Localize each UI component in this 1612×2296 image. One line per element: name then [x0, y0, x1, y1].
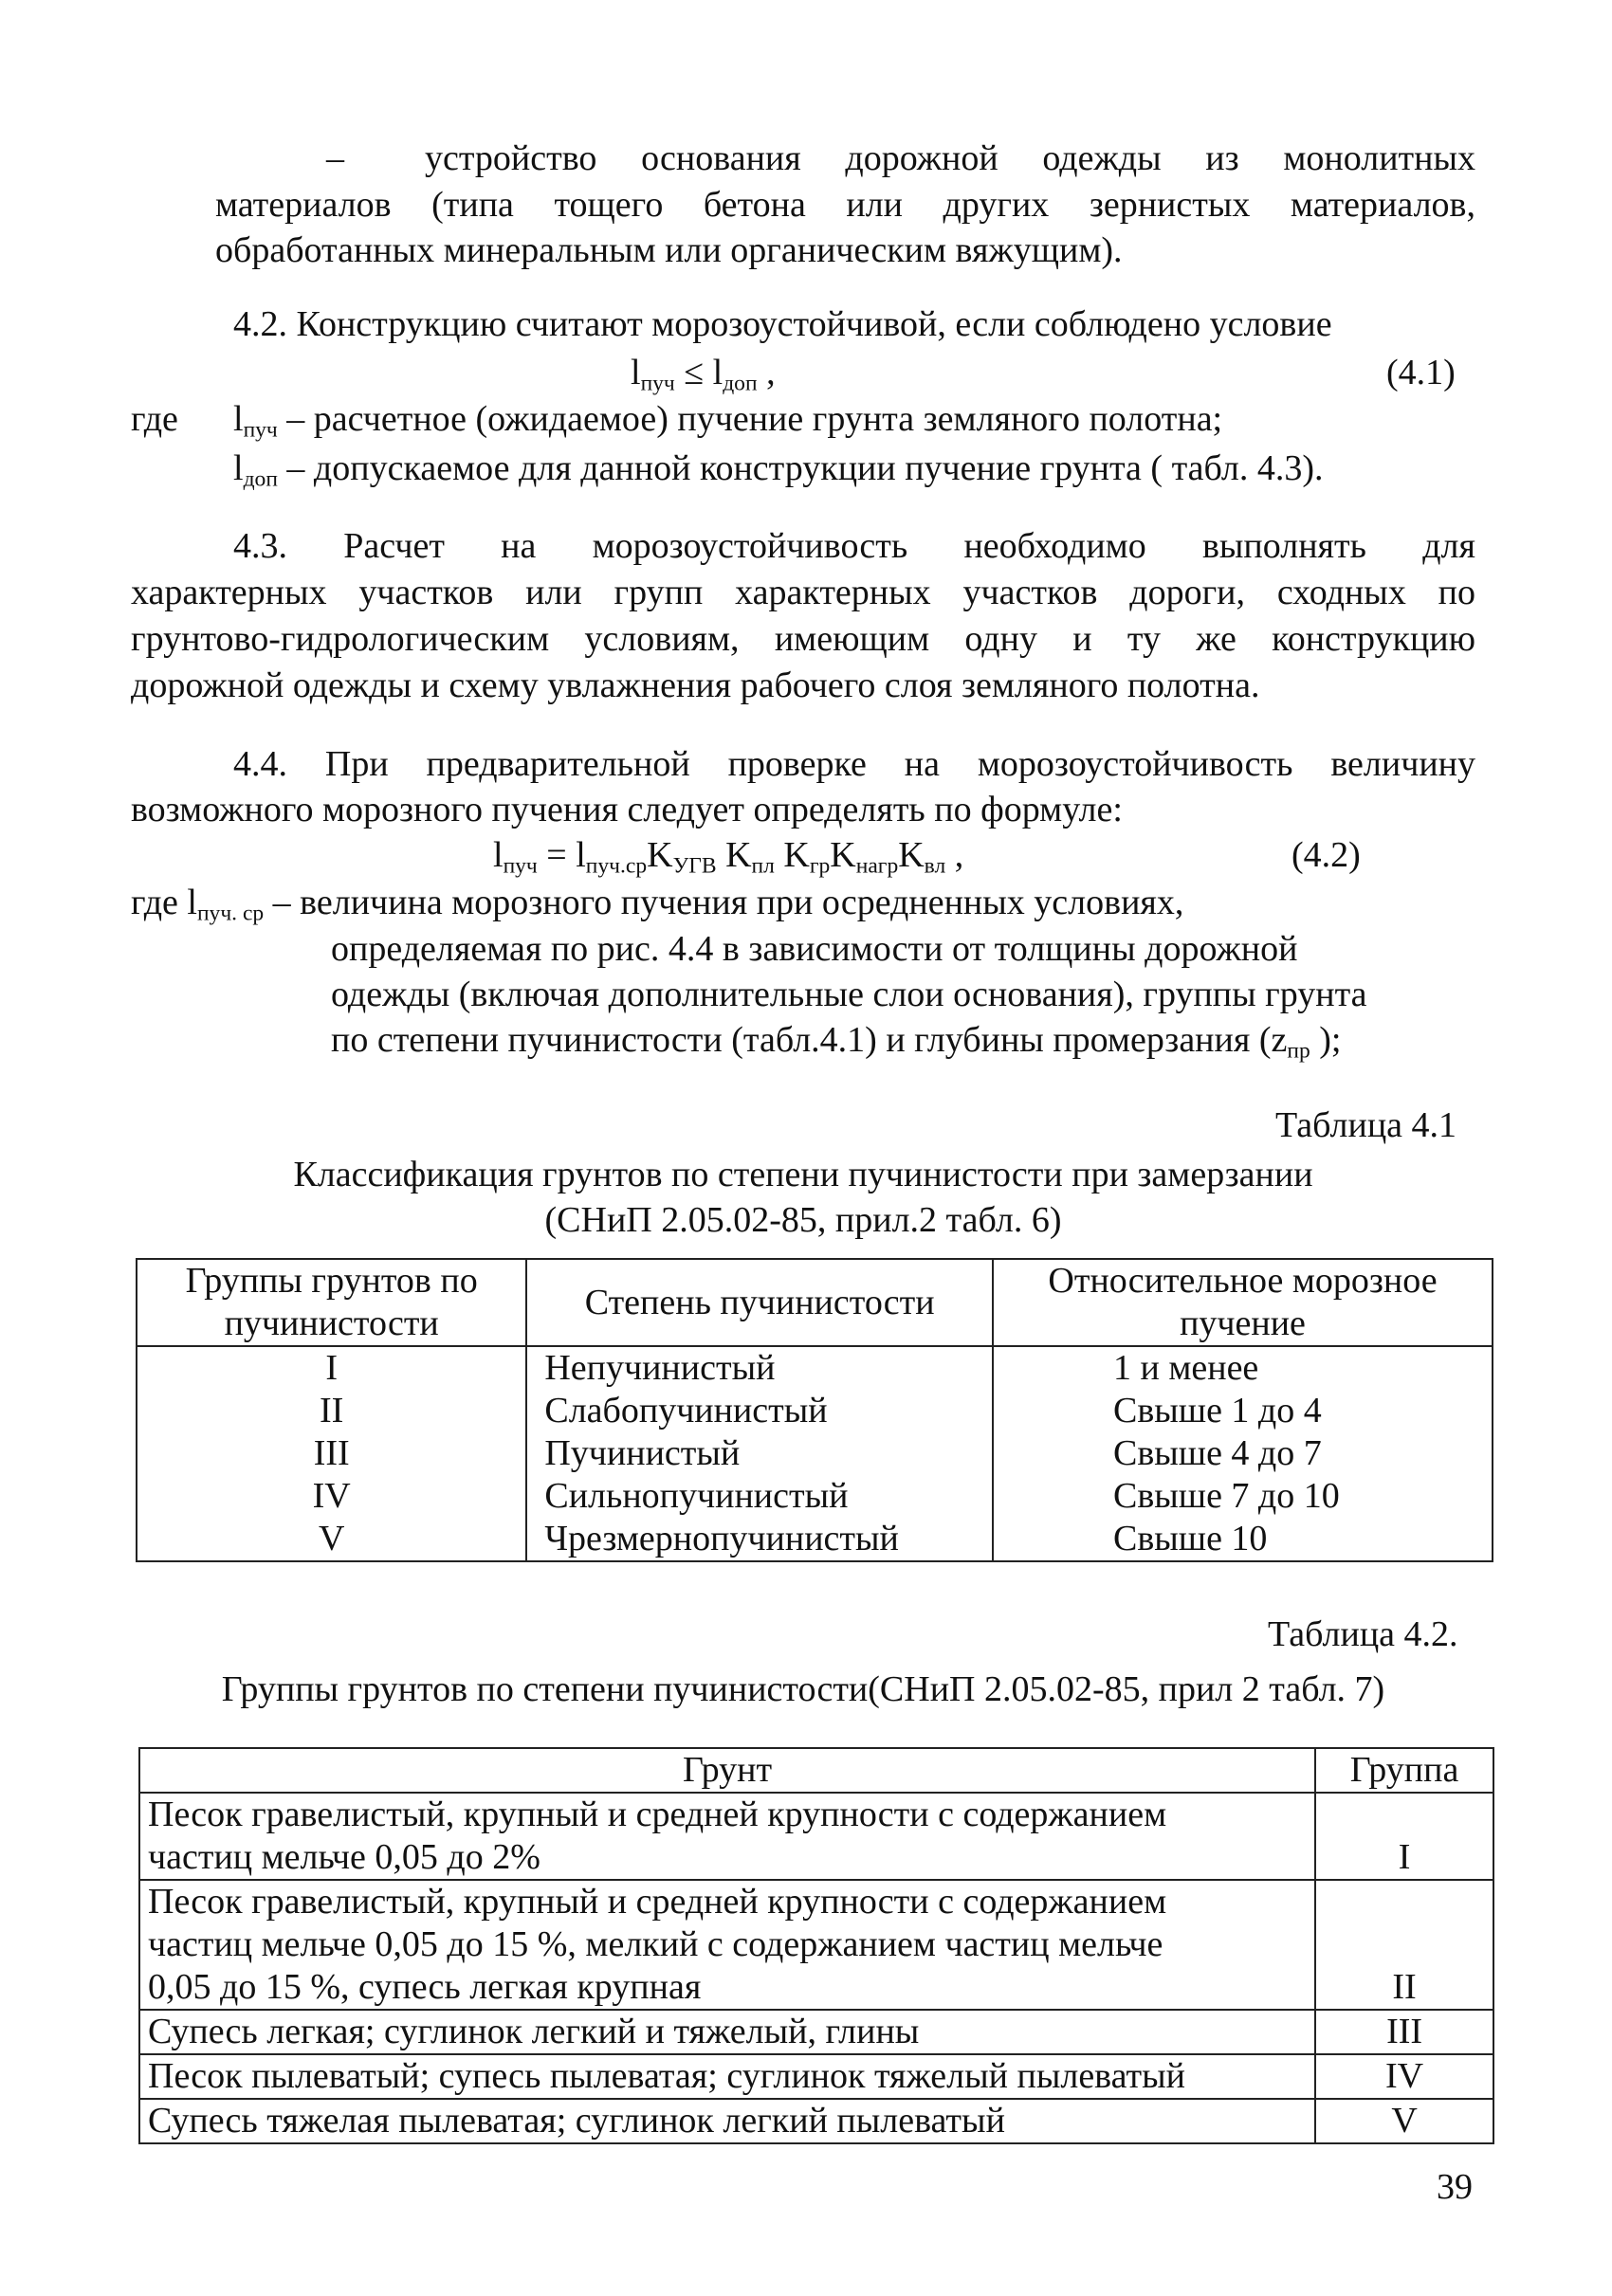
table-cell: I	[1315, 1793, 1493, 1880]
paragraph-line: дорожной одежды и схему увлажнения рабочего слоя земляного полотна.	[131, 665, 1260, 705]
definition-line: одежды (включая дополнительные слои основания), группы грунта	[331, 975, 1367, 1014]
table-row	[139, 1793, 1493, 1880]
paragraph-line: 4.3. Расчет на морозоустойчивость необходимо выполнять для	[233, 526, 1475, 566]
table-row	[137, 1346, 1493, 1561]
table-header-cell: Относительное морозное пучение	[993, 1259, 1493, 1346]
paragraph-line: характерных участков или групп характерных участков дороги, сходных по	[131, 573, 1475, 612]
table-cell: Песок гравелистый, крупный и средней крупности с содержанием частиц мельче 0,05 до 15 %, мелкий с содержанием частиц мельче 0,05 до 15 %, супесь легкая крупная	[139, 1880, 1315, 2010]
table-title: (СНиП 2.05.02-85, прил.2 табл. 6)	[544, 1200, 1062, 1240]
table-row	[139, 2054, 1493, 2099]
table-cell: III	[1315, 2010, 1493, 2054]
formula-number: (4.1)	[1386, 353, 1456, 392]
table-row	[139, 2010, 1493, 2054]
paragraph-line: возможного морозного пучения следует определять по формуле:	[131, 790, 1123, 829]
paragraph-text: 4.2. Конструкцию считают морозоустойчивой, если соблюдено условие	[233, 304, 1332, 344]
table-cell: IV	[1315, 2054, 1493, 2099]
table-header-cell: Степень пучинистости	[526, 1259, 993, 1346]
table-cell: Супесь легкая; суглинок легкий и тяжелый, глины	[139, 2010, 1315, 2054]
table-label: Таблица 4.2.	[1268, 1614, 1458, 1654]
table-header-cell: Группа	[1315, 1748, 1493, 1793]
definition: где $l_{пуч. ср}$ – величина морозного пучения при осредненных условиях,	[131, 883, 1184, 926]
table-cell: I II III IV V	[137, 1346, 526, 1561]
table-cell: 1 и менее Свыше 1 до 4 Свыше 4 до 7 Свыше 7 до 10 Свыше 10	[993, 1346, 1493, 1561]
paragraph-line: грунтово-гидрологическим условиям, имеющим одну и ту же конструкцию	[131, 619, 1475, 659]
page-number: 39	[1437, 2167, 1473, 2207]
formula-4-2: $l_{пуч} = l_{пуч.ср}K_{УГВ}$ $K_{пл}$ $K_{гр}K_{нагр}K_{вл}$ ,	[493, 835, 964, 879]
definition: $l_{доп}$ – допускаемое для данной конструкции пучение грунта ( табл. 4.3).	[233, 448, 1324, 492]
table-title: Группы грунтов по степени пучинистости(СНиП 2.05.02-85, прил 2 табл. 7)	[221, 1669, 1385, 1709]
formula-4-1: $l_{пуч} \le l_{доп}$ ,	[631, 353, 776, 396]
table-label: Таблица 4.1	[1275, 1105, 1457, 1145]
table-4-1	[136, 1258, 1493, 1562]
intro-line: обработанных минеральным или органическим вяжущим).	[215, 230, 1123, 270]
table-cell: V	[1315, 2099, 1493, 2143]
bullet-dash: –	[326, 138, 344, 178]
table-cell: Непучинистый Слабопучинистый Пучинистый Сильнопучинистый Чрезмернопучинистый	[526, 1346, 993, 1561]
table-title: Классификация грунтов по степени пучинистости при замерзании	[293, 1155, 1313, 1194]
table-header-cell: Грунт	[139, 1748, 1315, 1793]
where-label: где	[131, 399, 178, 439]
table-cell: II	[1315, 1880, 1493, 2010]
definition-line: по степени пучинистости (табл.4.1) и глубины промерзания ($z_{пр}$ );	[331, 1020, 1342, 1064]
table-header-cell: Группы грунтов по пучинистости	[137, 1259, 526, 1346]
intro-line: устройство основания дорожной одежды из монолитных	[425, 138, 1475, 178]
table-row	[139, 1880, 1493, 2010]
table-cell: Супесь тяжелая пылеватая; суглинок легкий пылеватый	[139, 2099, 1315, 2143]
formula-number: (4.2)	[1291, 835, 1361, 875]
table-cell: Песок пылеватый; супесь пылеватая; суглинок тяжелый пылеватый	[139, 2054, 1315, 2099]
table-row	[139, 2099, 1493, 2143]
table-header-row	[139, 1748, 1493, 1793]
intro-line: материалов (типа тощего бетона или других зернистых материалов,	[215, 185, 1475, 225]
definition: $l_{пуч}$ – расчетное (ожидаемое) пучение грунта земляного полотна;	[233, 399, 1223, 443]
table-cell: Песок гравелистый, крупный и средней крупности с содержанием частиц мельче 0,05 до 2%	[139, 1793, 1315, 1880]
paragraph-line: 4.4. При предварительной проверке на морозоустойчивость величину	[233, 744, 1475, 784]
definition-line: определяемая по рис. 4.4 в зависимости от толщины дорожной	[331, 929, 1298, 969]
table-4-2	[138, 1747, 1494, 2144]
table-header-row	[137, 1259, 1493, 1346]
